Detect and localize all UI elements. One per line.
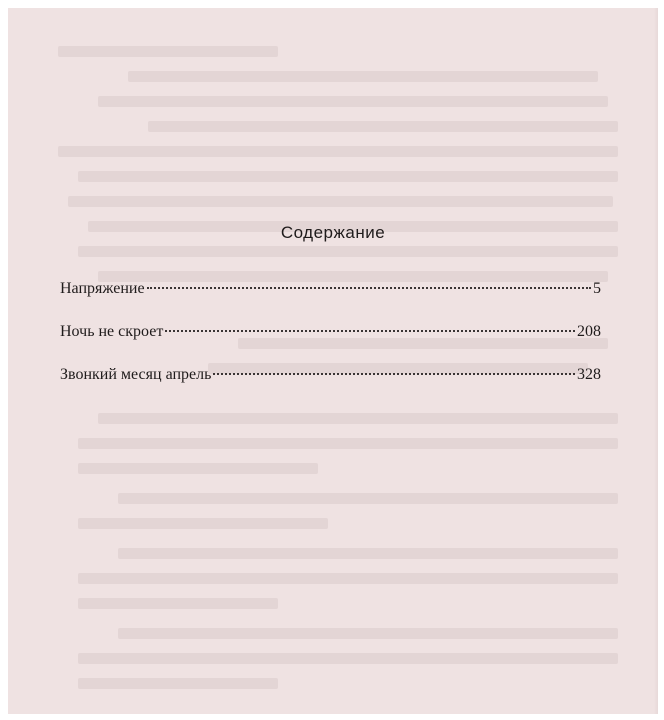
- dot-leader: [147, 287, 591, 289]
- toc-entry-title: Звонкий месяц апрель: [60, 366, 212, 383]
- toc-entry: [60, 280, 601, 302]
- toc-entry: [60, 366, 601, 388]
- contents-heading: Содержание: [280, 223, 386, 242]
- dot-leader: [213, 373, 575, 375]
- toc-entry-title: Ночь не скроет: [60, 323, 164, 340]
- toc-entry-page: 208: [577, 323, 601, 340]
- toc-entry: [60, 323, 601, 345]
- toc-entry-title: Напряжение: [60, 280, 145, 297]
- table-of-contents: [60, 280, 601, 409]
- dot-leader: [165, 330, 575, 332]
- toc-entry-page: 5: [593, 280, 601, 297]
- toc-entry-page: 328: [577, 366, 601, 383]
